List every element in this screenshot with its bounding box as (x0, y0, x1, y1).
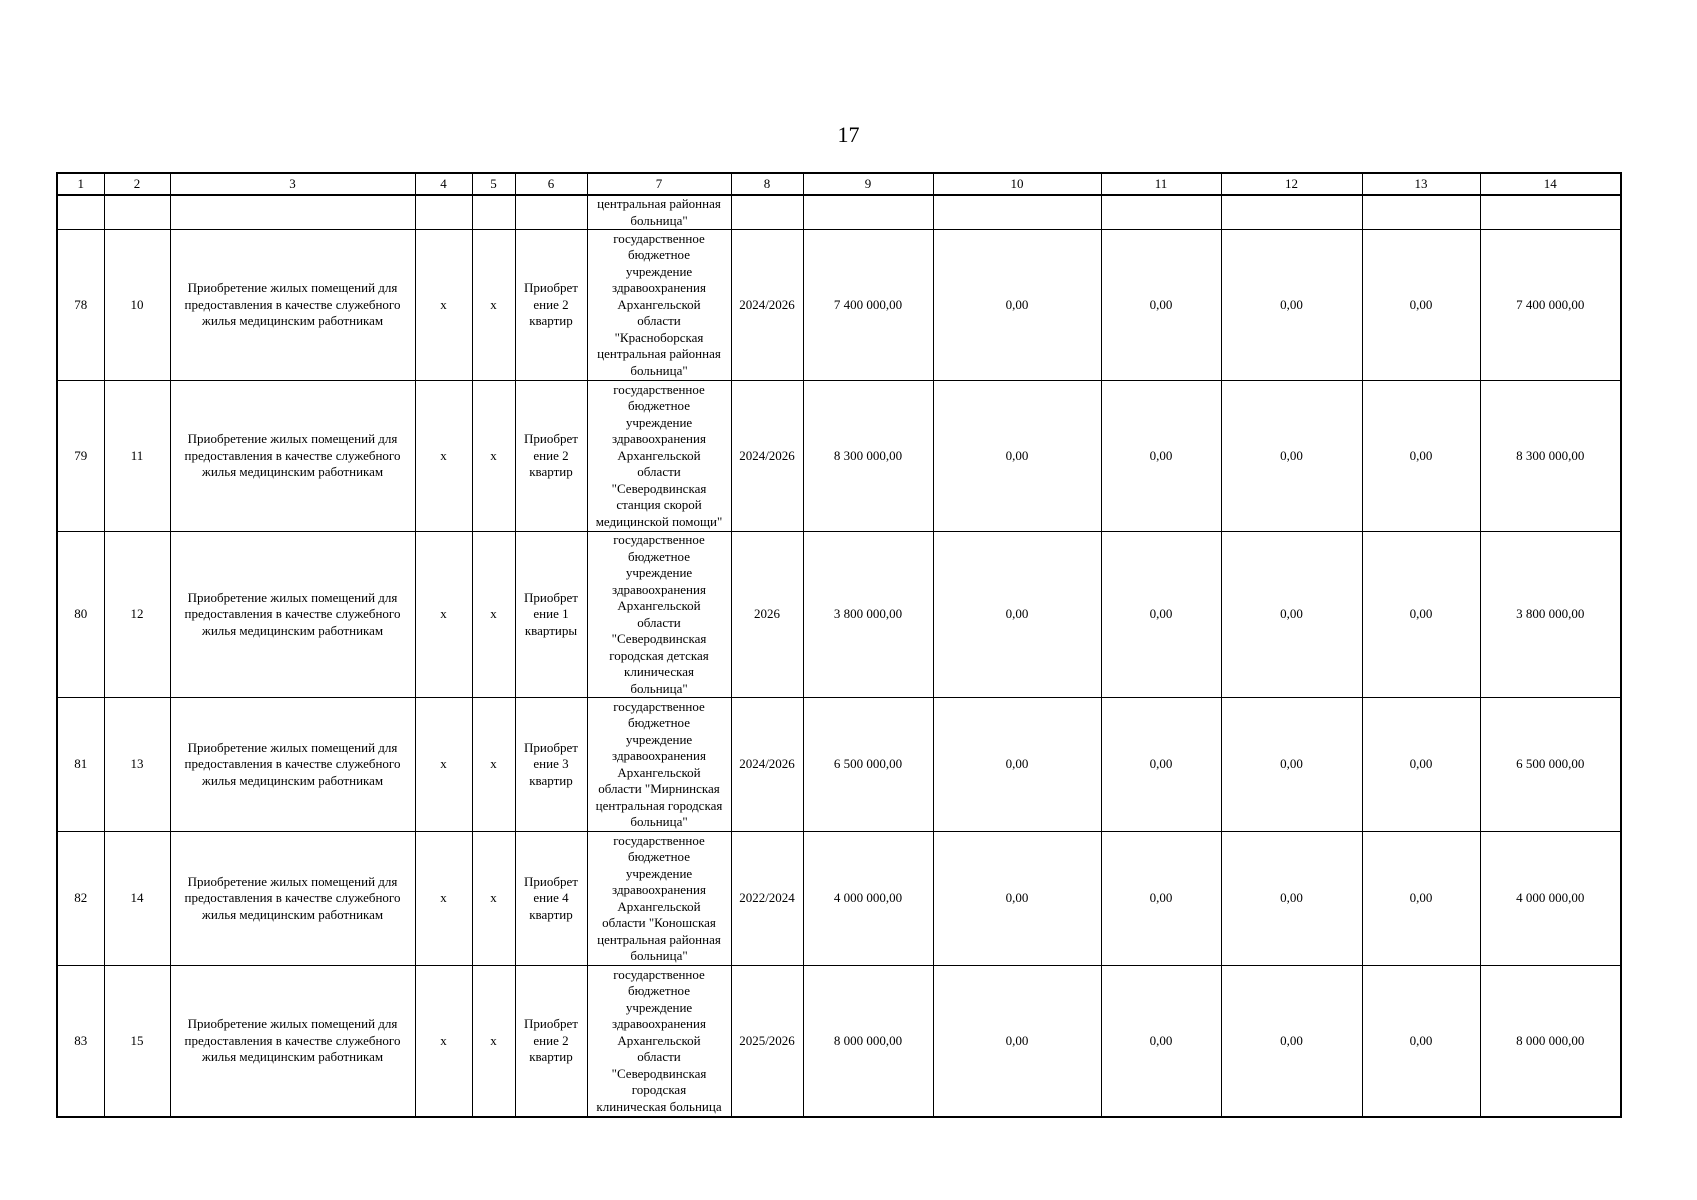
organization-cell (587, 832, 731, 966)
result-line: Приобрет (524, 431, 578, 447)
years-cell: 2024/2026 (731, 698, 803, 832)
org-line: больница" (630, 680, 688, 696)
org-line: медицинской помощи" (595, 513, 723, 529)
x-mark-cell: х (415, 532, 472, 698)
measure-name-cell: Приобретение жилых помещений для предоставления в качестве служебного жилья медицинским работникам (170, 832, 415, 966)
organization-cell (587, 966, 731, 1117)
total-amount-cell: 3 800 000,00 (803, 532, 933, 698)
org-line: государственное (613, 698, 705, 714)
organization-cell (587, 195, 731, 230)
org-line: учреждение (625, 999, 693, 1015)
table-row (57, 381, 1621, 532)
amount-cell: 7 400 000,00 (1480, 230, 1621, 381)
item-number-cell: 12 (104, 532, 170, 698)
x-mark-cell: х (472, 381, 515, 532)
header-cell: 8 (731, 173, 803, 195)
amount-cell: 0,00 (1362, 230, 1480, 381)
result-line: квартир (529, 313, 573, 329)
row-number-cell: 78 (57, 230, 104, 381)
row-number-cell: 82 (57, 832, 104, 966)
org-line: учреждение (625, 565, 693, 580)
amount-cell: 6 500 000,00 (1480, 698, 1621, 832)
result-cell (515, 832, 587, 966)
org-line: области "Мирнинская (598, 781, 720, 796)
years-cell: 2024/2026 (731, 230, 803, 381)
header-cell: 2 (104, 173, 170, 195)
org-line: больница" (630, 212, 688, 228)
org-line: учреждение (625, 731, 693, 747)
result-line: квартиры (524, 622, 578, 638)
x-mark-cell: х (415, 832, 472, 966)
result-cell (515, 966, 587, 1117)
header-cell: 5 (472, 173, 515, 195)
header-cell: 1 (57, 173, 104, 195)
result-line: Приобрет (524, 739, 578, 755)
cell (1480, 195, 1621, 230)
result-line: квартир (529, 464, 573, 480)
amount-cell: 0,00 (1221, 230, 1362, 381)
org-line: больница" (630, 362, 688, 378)
measure-name-cell: Приобретение жилых помещений для предоставления в качестве служебного жилья медицинским работникам (170, 381, 415, 532)
amount-cell: 0,00 (1101, 832, 1221, 966)
header-cell: 13 (1362, 173, 1480, 195)
table-row (57, 698, 1621, 832)
organization-cell (587, 381, 731, 532)
org-line: бюджетное (628, 983, 690, 998)
amount-cell: 0,00 (1101, 698, 1221, 832)
cell (933, 195, 1101, 230)
amount-cell: 0,00 (1101, 532, 1221, 698)
x-mark-cell: х (472, 832, 515, 966)
budget-table (56, 172, 1622, 1118)
amount-cell: 0,00 (1362, 532, 1480, 698)
result-cell (515, 698, 587, 832)
org-line: государственное (613, 966, 705, 982)
result-line: ение 2 (533, 296, 569, 312)
years-cell: 2026 (731, 532, 803, 698)
org-line: центральная районная (597, 196, 721, 211)
amount-cell: 8 300 000,00 (1480, 381, 1621, 532)
org-line: здравоохранения (612, 1016, 706, 1031)
org-line: Архангельской (617, 296, 701, 312)
result-line: Приобрет (524, 589, 578, 605)
measure-name-cell: Приобретение жилых помещений для предоставления в качестве служебного жилья медицинским работникам (170, 966, 415, 1117)
org-line: области (637, 464, 681, 480)
header-cell: 9 (803, 173, 933, 195)
cell (803, 195, 933, 230)
cell (1221, 195, 1362, 230)
result-cell (515, 381, 587, 532)
org-line: центральная городская (595, 797, 723, 813)
amount-cell: 0,00 (1221, 966, 1362, 1117)
total-amount-cell: 4 000 000,00 (803, 832, 933, 966)
table-row (57, 230, 1621, 381)
amount-cell: 0,00 (933, 832, 1101, 966)
cell (1362, 195, 1480, 230)
x-mark-cell: х (472, 230, 515, 381)
org-line: учреждение (625, 414, 693, 430)
page-number: 17 (837, 122, 860, 147)
amount-cell: 0,00 (1221, 532, 1362, 698)
x-mark-cell: х (415, 698, 472, 832)
header-cell: 7 (587, 173, 731, 195)
result-line: квартир (529, 906, 573, 922)
item-number-cell: 10 (104, 230, 170, 381)
org-line: здравоохранения (612, 280, 706, 296)
org-line: Архангельской (617, 598, 701, 613)
org-line: больница" (630, 948, 688, 963)
org-line: бюджетное (628, 548, 690, 564)
years-cell: 2022/2024 (731, 832, 803, 966)
org-line: Архангельской (617, 1032, 701, 1048)
org-line: области "Коношская (602, 915, 716, 930)
result-line: Приобрет (524, 1016, 578, 1031)
org-line: государственное (613, 832, 705, 848)
years-cell: 2025/2026 (731, 966, 803, 1117)
organization-cell (587, 230, 731, 381)
header-cell: 14 (1480, 173, 1621, 195)
table-row (57, 532, 1621, 698)
org-line: государственное (613, 532, 705, 547)
measure-name-cell: Приобретение жилых помещений для предоставления в качестве служебного жилья медицинским работникам (170, 230, 415, 381)
table-row (57, 832, 1621, 966)
x-mark-cell: х (415, 230, 472, 381)
amount-cell: 0,00 (933, 698, 1101, 832)
item-number-cell: 14 (104, 832, 170, 966)
cell (104, 195, 170, 230)
org-line: центральная районная (597, 931, 721, 947)
years-cell: 2024/2026 (731, 381, 803, 532)
org-line: области (637, 1049, 681, 1064)
org-line: клиническая больница (596, 1098, 722, 1114)
amount-cell: 3 800 000,00 (1480, 532, 1621, 698)
x-mark-cell: х (415, 966, 472, 1117)
cell (472, 195, 515, 230)
result-line: ение 2 (533, 1032, 569, 1048)
cell (415, 195, 472, 230)
org-line: "Северодвинская (611, 631, 707, 646)
amount-cell: 0,00 (1362, 966, 1480, 1117)
amount-cell: 0,00 (1101, 966, 1221, 1117)
org-line: области (637, 313, 681, 329)
header-cell: 6 (515, 173, 587, 195)
amount-cell: 8 000 000,00 (1480, 966, 1621, 1117)
item-number-cell: 15 (104, 966, 170, 1117)
x-mark-cell: х (415, 381, 472, 532)
header-cell: 11 (1101, 173, 1221, 195)
org-line: государственное (613, 381, 705, 397)
amount-cell: 0,00 (1101, 230, 1221, 381)
org-line: Архангельской (617, 764, 701, 780)
result-line: Приобрет (524, 873, 578, 889)
row-number-cell: 79 (57, 381, 104, 532)
amount-cell: 0,00 (1362, 832, 1480, 966)
cell (57, 195, 104, 230)
org-line: "Красноборская (614, 329, 704, 345)
org-line: станция скорой (616, 497, 702, 513)
x-mark-cell: х (472, 966, 515, 1117)
org-line: здравоохранения (612, 882, 706, 897)
total-amount-cell: 6 500 000,00 (803, 698, 933, 832)
amount-cell: 0,00 (1362, 381, 1480, 532)
x-mark-cell: х (472, 532, 515, 698)
amount-cell: 0,00 (1221, 698, 1362, 832)
org-line: клиническая (624, 664, 694, 679)
total-amount-cell: 7 400 000,00 (803, 230, 933, 381)
org-line: Архангельской (617, 447, 701, 463)
org-line: городская (631, 1082, 687, 1097)
org-line: здравоохранения (612, 431, 706, 447)
item-number-cell: 13 (104, 698, 170, 832)
amount-cell: 0,00 (933, 966, 1101, 1117)
total-amount-cell: 8 300 000,00 (803, 381, 933, 532)
row-number-cell: 80 (57, 532, 104, 698)
header-cell: 4 (415, 173, 472, 195)
amount-cell: 0,00 (1362, 698, 1480, 832)
org-line: государственное (613, 230, 705, 246)
result-line: ение 2 (533, 447, 569, 463)
row-number-cell: 83 (57, 966, 104, 1117)
header-cell: 12 (1221, 173, 1362, 195)
amount-cell: 0,00 (1221, 832, 1362, 966)
row-number-cell: 81 (57, 698, 104, 832)
amount-cell: 0,00 (933, 532, 1101, 698)
continuation-row (57, 195, 1621, 230)
x-mark-cell: х (472, 698, 515, 832)
org-line: здравоохранения (612, 748, 706, 763)
org-line: области (637, 614, 681, 630)
measure-name-cell: Приобретение жилых помещений для предоставления в качестве служебного жилья медицинским работникам (170, 698, 415, 832)
result-cell (515, 532, 587, 698)
item-number-cell: 11 (104, 381, 170, 532)
org-line: учреждение (625, 865, 693, 881)
org-line: бюджетное (628, 398, 690, 414)
org-line: учреждение (625, 263, 693, 279)
cell (731, 195, 803, 230)
cell (1101, 195, 1221, 230)
header-cell: 3 (170, 173, 415, 195)
org-line: "Северодвинская (611, 1065, 707, 1081)
org-line: больница" (630, 814, 688, 829)
org-line: Архангельской (617, 898, 701, 914)
org-line: бюджетное (628, 849, 690, 864)
org-line: центральная районная (597, 346, 721, 362)
org-line: здравоохранения (612, 581, 706, 597)
result-line: ение 3 (533, 756, 569, 772)
organization-cell (587, 532, 731, 698)
total-amount-cell: 8 000 000,00 (803, 966, 933, 1117)
org-line: "Северодвинская (611, 480, 707, 496)
amount-cell: 4 000 000,00 (1480, 832, 1621, 966)
cell (515, 195, 587, 230)
result-line: Приобрет (524, 280, 578, 296)
result-line: квартир (529, 772, 573, 788)
header-cell: 10 (933, 173, 1101, 195)
result-line: ение 1 (533, 606, 569, 622)
org-line: бюджетное (628, 247, 690, 263)
result-line: ение 4 (533, 890, 569, 906)
amount-cell: 0,00 (933, 381, 1101, 532)
amount-cell: 0,00 (933, 230, 1101, 381)
table-row (57, 966, 1621, 1117)
result-cell (515, 230, 587, 381)
org-line: городская детская (609, 647, 709, 663)
measure-name-cell: Приобретение жилых помещений для предоставления в качестве служебного жилья медицинским работникам (170, 532, 415, 698)
header-row (57, 173, 1621, 195)
amount-cell: 0,00 (1221, 381, 1362, 532)
org-line: бюджетное (628, 715, 690, 730)
result-line: квартир (529, 1049, 573, 1064)
organization-cell (587, 698, 731, 832)
cell (170, 195, 415, 230)
amount-cell: 0,00 (1101, 381, 1221, 532)
